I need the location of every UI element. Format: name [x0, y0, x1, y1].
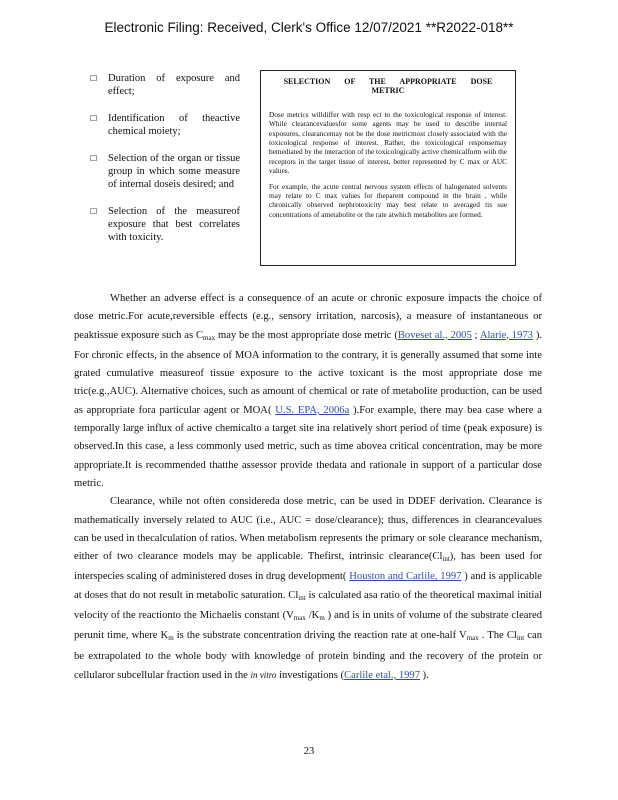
page-number: 23 [303, 746, 315, 757]
text-span: ) and is applicable at doses that do not result in metabolic saturation. Cl [74, 571, 543, 601]
paragraph-clearance [74, 493, 542, 685]
bullet-text: Identification of theactive chemical moiety; [108, 113, 240, 137]
list-item [90, 72, 240, 98]
subscript: int [442, 555, 450, 564]
text-span: investigations ( [276, 669, 345, 681]
checkbox-icon: ☐ [90, 154, 98, 163]
subscript: max [466, 634, 479, 643]
italic-text: in vitro [250, 669, 277, 680]
subscript: max [293, 614, 306, 623]
checkbox-icon: ☐ [90, 207, 98, 216]
citation-link[interactable]: Alarie, 1973 [479, 329, 533, 341]
text-span: ; [471, 329, 480, 341]
text-span: ). [420, 669, 429, 681]
subscript: m [319, 614, 325, 623]
textbox-title: SELECTION OF THE APPROPRIATE DOSE METRIC [283, 77, 493, 96]
citation-link[interactable]: U.S. EPA, 2006a [275, 404, 350, 416]
textbox-paragraph: For example, the acute central nervous system effects of halogenated solvents may relate to C max values for theparent compound in the brain , while chronically observed nephrotoxicity may best relate to averaged tis sue concentrations of ametabolite or the rate atwhich metabolites are formed. [269, 181, 507, 219]
text-span: Clearance, while not often considereda dose metric, can be used in DDEF derivation. Clearance is mathematically inversely related to AUC (i.e., AUC = dose/clearance); thus, differences in clearancevalues can be used in thecalculation of ratios. When metabolism represents the primary or sole clearance mechanism, either of two clearance models may be applicable. Thefirst, intrinsic clearance(Cl [74, 496, 542, 563]
filing-header: Electronic Filing: Received, Clerk's Office 12/07/2021 **R2022-018** [104, 20, 514, 35]
text-span: . The Cl [478, 630, 517, 642]
checkbox-icon: ☐ [90, 74, 98, 83]
text-span: ).For example, there may bea case where a temporally large influx of active chemicalto a target site ina relatively short period of time (peak exposure) is observed.In this case, a less commonly used metric, such as time abovea critical concentration, may be more appropriate.It is recommended thatthe assessor provide thedata and rationale in support of a particular dose metric. [74, 404, 542, 489]
list-item [90, 112, 240, 138]
text-span: may be the most appropriate dose metric ( [215, 329, 398, 341]
textbox-paragraph: Dose metrics willdiffer with resp ect to the toxicological response of interest. While clearancevaluesfor some agents may be used to describe internal exposures, clearancemay not be the dose metricmost closely associated with the toxicological response of interest. Rather, the toxicological responsemay bemediated by the interaction of the toxicologically active chemicalform with the receptors in the target tissue of interest, better represented by C max or AUC values. [269, 109, 507, 176]
text-span: can be extrapolated to the whole body with knowledge of protein binding and the recovery of the protein or cellularor subcellular fraction used in the [74, 630, 542, 681]
citation-link[interactable]: Carlile etal., 1997 [344, 669, 421, 681]
subscript: max [203, 333, 216, 342]
subscript: int [298, 593, 306, 602]
text-span: ) and is in units of volume of the substrate cleared perunit time, where K [74, 610, 543, 642]
citation-link[interactable]: Boveset al., 2005 [397, 329, 472, 341]
paragraph-dose-metric-choice [74, 290, 542, 493]
list-item [90, 205, 240, 244]
citation-link[interactable]: Houston and Carlile, 1997 [349, 571, 462, 583]
body-text [74, 290, 542, 685]
bullet-list [90, 72, 240, 258]
text-span: ), has been used for interspecies scaling of administered doses in drug development( [74, 551, 542, 583]
bullet-text: Duration of exposure and effect; [108, 73, 240, 97]
subscript: m [168, 634, 174, 643]
checkbox-icon: ☐ [90, 114, 98, 123]
bullet-text: Selection of the measureof exposure that best correlates with toxicity. [108, 206, 240, 243]
text-span: is the substrate concentration driving the reaction rate at one-half V [173, 630, 467, 642]
text-span: is calculated asa ratio of the theoretical maximal initial velocity of the reactionto the Michaelis constant (V [74, 589, 542, 622]
list-item [90, 152, 240, 191]
dose-metric-textbox [260, 70, 516, 266]
text-span: ). For chronic effects, in the absence of MOA information to the contrary, it is generally assumed that some inte grated cumulative measureof tissue exposure to the active toxicant is the most appropriate dose me tric(e.g.,AUC). Alternative choices, such as amount of chemical or rate of metabolite production, can be used as appropriate fora particular agent or MOA( [74, 329, 542, 416]
text-span: Whether an adverse effect is a consequence of an acute or chronic exposure impacts the choice of dose metric.For acute,reversible effects (e.g., sensory irritation, narcosis), a measure of instantaneous or peaktissue exposure such as C [74, 293, 542, 341]
bullet-text: Selection of the organ or tissue group in which some measure of internal doseis desired; and [108, 153, 240, 190]
subscript: int [516, 634, 525, 643]
text-span: /K [305, 610, 320, 622]
